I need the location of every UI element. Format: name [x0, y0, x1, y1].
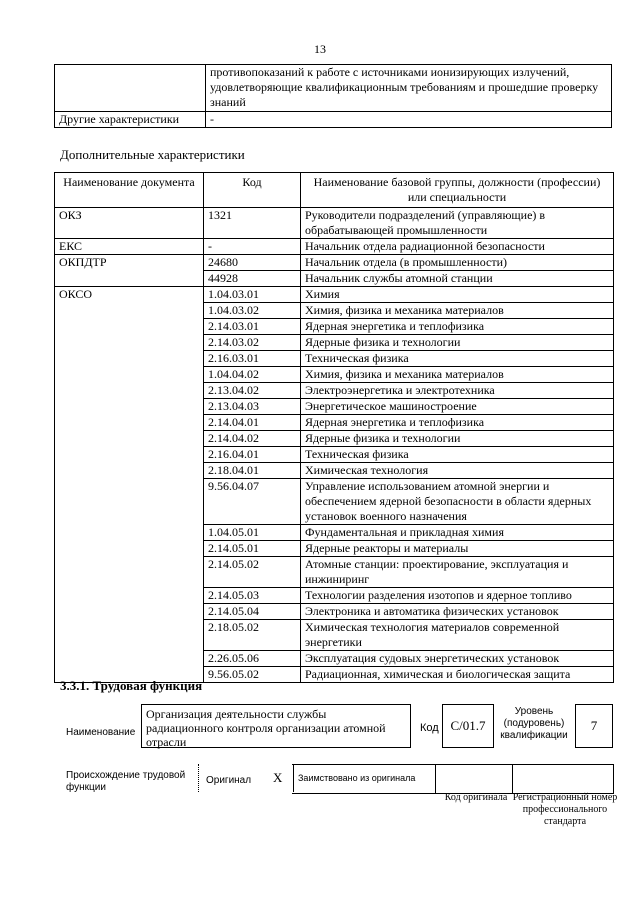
cell-doc: ЕКС: [55, 239, 204, 255]
cell-doc: [55, 351, 204, 367]
cell-name: Химия, физика и механика материалов: [301, 367, 614, 383]
cell-doc: [55, 415, 204, 431]
level-value: 7: [590, 718, 598, 733]
table-row: [55, 431, 614, 447]
cell-doc: [55, 399, 204, 415]
characteristics-table: [54, 172, 614, 683]
cell-name: Ядерная энергетика и теплофизика: [301, 415, 614, 431]
cell-name: Эксплуатация судовых энергетических установок: [301, 651, 614, 667]
cell-code: 2.14.05.01: [204, 541, 301, 557]
cell-code: 2.14.05.04: [204, 604, 301, 620]
other-characteristics-value: -: [206, 112, 612, 128]
table-row: [55, 367, 614, 383]
cell-name: Ядерная энергетика и теплофизика: [301, 319, 614, 335]
cell-name: Электроэнергетика и электротехника: [301, 383, 614, 399]
cell-code: 1.04.03.02: [204, 303, 301, 319]
table-row: [55, 239, 614, 255]
table-row: [55, 447, 614, 463]
cell-code: 2.14.05.03: [204, 588, 301, 604]
table-row: [55, 557, 614, 588]
origin-label: Происхождение трудовой функции: [66, 770, 186, 793]
cell-name: Химия, физика и механика материалов: [301, 303, 614, 319]
cell-doc: [55, 335, 204, 351]
cell-doc: [55, 588, 204, 604]
original-label: Оригинал: [206, 775, 252, 786]
table-row: [55, 208, 614, 239]
cell-doc: [55, 604, 204, 620]
table-row: [55, 541, 614, 557]
function-name-box: [141, 704, 411, 748]
code-original-box: [435, 764, 513, 794]
table-body: [55, 208, 614, 683]
table-row: [55, 415, 614, 431]
cell-name: Начальник отдела радиационной безопасности: [301, 239, 614, 255]
cell-code: 2.14.03.02: [204, 335, 301, 351]
cell-name: Химическая технология материалов современной энергетики: [301, 620, 614, 651]
cell-doc: [55, 383, 204, 399]
table-row: [55, 463, 614, 479]
cell-code: 2.13.04.03: [204, 399, 301, 415]
cell-name: Ядерные реакторы и материалы: [301, 541, 614, 557]
cell-code: 9.56.04.07: [204, 479, 301, 525]
cell-doc: [55, 271, 204, 287]
level-label: Уровень (подуровень) квалификации: [500, 706, 568, 741]
top-table-empty-cell: [55, 65, 206, 112]
cell-doc: [55, 319, 204, 335]
cell-name: Технологии разделения изотопов и ядерное топливо: [301, 588, 614, 604]
cell-doc: [55, 651, 204, 667]
table-row: [55, 525, 614, 541]
cell-code: 2.14.03.01: [204, 319, 301, 335]
cell-doc: ОКЗ: [55, 208, 204, 239]
cell-name: Ядерные физика и технологии: [301, 431, 614, 447]
reg-number-label: Регистрационный номер профессионального стандарта: [512, 792, 618, 827]
cell-name: Управление использованием атомной энергии и обеспечением ядерной безопасности в области ядерных установок военного назначения: [301, 479, 614, 525]
cell-name: Техническая физика: [301, 351, 614, 367]
name-label: Наименование: [66, 727, 136, 738]
table-row: [55, 287, 614, 303]
top-table: [54, 64, 612, 128]
cell-code: 9.56.05.02: [204, 667, 301, 683]
cell-code: 44928: [204, 271, 301, 287]
table-row: [55, 479, 614, 525]
reg-number-box: [512, 764, 614, 794]
function-title: 3.3.1. Трудовая функция: [60, 678, 203, 693]
cell-doc: [55, 447, 204, 463]
table-row: [55, 620, 614, 651]
cell-doc: ОКПДТР: [55, 255, 204, 271]
top-table-text-cell: противопоказаний к работе с источниками ионизирующих излучений, удовлетворяющие квалификационным требованиям и прошедшие проверку знаний: [206, 65, 612, 112]
cell-doc: [55, 479, 204, 525]
cell-name: Техническая физика: [301, 447, 614, 463]
other-characteristics-label: Другие характеристики: [55, 112, 206, 128]
table-row: [55, 399, 614, 415]
cell-code: 1.04.05.01: [204, 525, 301, 541]
cell-doc: [55, 463, 204, 479]
cell-name: Электроника и автоматика физических установок: [301, 604, 614, 620]
header-code: Код: [204, 173, 301, 208]
table-header-row: [55, 173, 614, 208]
cell-code: 2.14.05.02: [204, 557, 301, 588]
cell-doc: [55, 620, 204, 651]
cell-doc: [55, 303, 204, 319]
level-box: [575, 704, 613, 748]
table-row: [55, 271, 614, 287]
table-row: [55, 303, 614, 319]
table-row: [55, 383, 614, 399]
cell-name: Ядерные физика и технологии: [301, 335, 614, 351]
cell-name: Энергетическое машиностроение: [301, 399, 614, 415]
cell-code: 1.04.04.02: [204, 367, 301, 383]
table-row: [55, 335, 614, 351]
table-row: [55, 604, 614, 620]
cell-name: Радиационная, химическая и биологическая защита: [301, 667, 614, 683]
table-row: [55, 351, 614, 367]
cell-doc: [55, 557, 204, 588]
cell-code: 2.18.05.02: [204, 620, 301, 651]
cell-name: Химия: [301, 287, 614, 303]
cell-doc: [55, 525, 204, 541]
table-row: [55, 255, 614, 271]
cell-name: Фундаментальная и прикладная химия: [301, 525, 614, 541]
top-table-row: [55, 112, 612, 128]
cell-doc: [55, 367, 204, 383]
function-name-value: Организация деятельности службы радиационного контроля организации атомной отрасли: [146, 707, 386, 749]
page-number: 13: [314, 42, 326, 56]
cell-code: 24680: [204, 255, 301, 271]
cell-code: 2.26.05.06: [204, 651, 301, 667]
cell-code: 1.04.03.01: [204, 287, 301, 303]
cell-code: 2.14.04.02: [204, 431, 301, 447]
table-row: [55, 651, 614, 667]
table-row: [55, 319, 614, 335]
additional-characteristics-title: Дополнительные характеристики: [60, 147, 245, 162]
top-table-row: [55, 65, 612, 112]
cell-name: Начальник службы атомной станции: [301, 271, 614, 287]
original-mark: X: [273, 770, 283, 785]
code-label: Код: [420, 722, 439, 734]
cell-code: 2.13.04.02: [204, 383, 301, 399]
cell-code: 1321: [204, 208, 301, 239]
header-document: Наименование документа: [55, 173, 204, 208]
table-row: [55, 588, 614, 604]
cell-doc: ОКСО: [55, 287, 204, 303]
code-box: [442, 704, 494, 748]
cell-name: Химическая технология: [301, 463, 614, 479]
cell-code: -: [204, 239, 301, 255]
cell-name: Руководители подразделений (управляющие) в обрабатывающей промышленности: [301, 208, 614, 239]
borrowed-label: Заимствовано из оригинала: [298, 773, 416, 783]
cell-doc: [55, 431, 204, 447]
cell-name: Начальник отдела (в промышленности): [301, 255, 614, 271]
cell-doc: [55, 541, 204, 557]
cell-name: Атомные станции: проектирование, эксплуатация и инжиниринг: [301, 557, 614, 588]
code-original-label: Код оригинала: [444, 792, 508, 803]
code-value: C/01.7: [450, 718, 486, 733]
cell-code: 2.16.04.01: [204, 447, 301, 463]
cell-code: 2.16.03.01: [204, 351, 301, 367]
cell-code: 2.14.04.01: [204, 415, 301, 431]
header-name: Наименование базовой группы, должности (профессии) или специальности: [301, 173, 614, 208]
cell-code: 2.18.04.01: [204, 463, 301, 479]
